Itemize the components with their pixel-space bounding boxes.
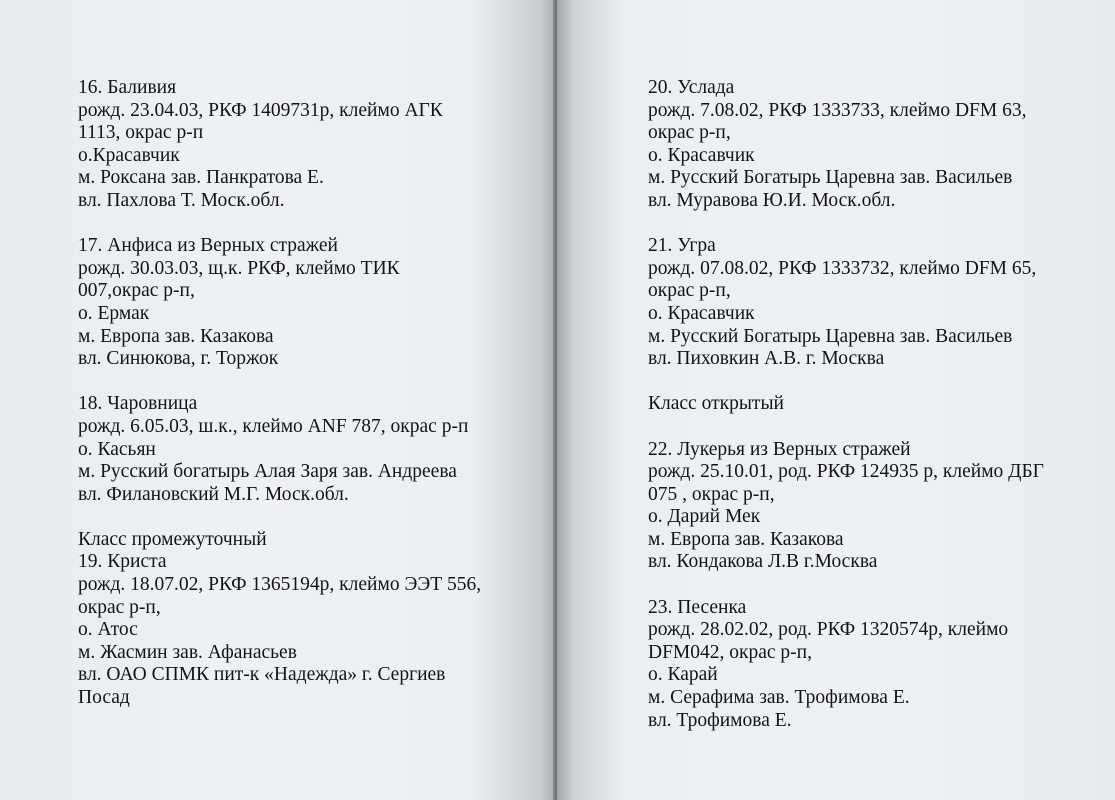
entry-title: 23. Песенка [648, 596, 747, 618]
entry-title: 20. Услада [648, 77, 735, 98]
entry-birth-line-cont: 075 , окрас р-п, [648, 483, 775, 505]
entry-birth-line-cont: окрас р-п, [78, 596, 161, 618]
catalog-entry-17 [78, 235, 557, 371]
entry-sire: о. Касьян [78, 438, 156, 460]
catalog-entry-22 [648, 439, 1115, 575]
right-page [557, 0, 1115, 800]
entry-sire: о. Дарий Мек [648, 506, 761, 528]
entry-birth-line-cont: DFM042, окрас р-п, [648, 641, 812, 663]
entry-dam-breeder: м. Русский Богатырь Царевна зав. Васильев [648, 167, 1013, 189]
entry-sire: о. Красавчик [648, 144, 755, 166]
entry-birth-line-cont: 007,окрас р-п, [78, 280, 195, 302]
entry-owner: вл. Трофимова Е. [648, 709, 792, 731]
entry-title: 21. Угра [648, 235, 716, 257]
entry-birth-line: рожд. 28.02.02, род. РКФ 1320574р, клеймо [648, 619, 1009, 641]
entry-birth-line: рожд. 18.07.02, РКФ 1365194р, клеймо ЭЭТ 556, [78, 574, 482, 596]
entry-birth-line: рожд. 30.03.03, щ.к. РКФ, клеймо ТИК [78, 257, 400, 279]
class-heading-open-section [648, 393, 1115, 416]
entry-title: 16. Баливия [78, 77, 177, 98]
entry-dam-breeder: м. Жасмин зав. Афанасьев [78, 641, 297, 663]
entry-owner: вл. Пахлова Т. Моск.обл. [78, 189, 285, 211]
catalog-entry-23 [648, 597, 1115, 733]
catalog-entry-21 [648, 235, 1115, 371]
entry-title: 19. Криста [78, 551, 167, 573]
entry-owner: вл. Филановский М.Г. Моск.обл. [78, 483, 349, 505]
class-heading-open: Класс открытый [648, 393, 784, 415]
entry-owner: вл. ОАО СПМК пит-к «Надежда» г. Сергиев [78, 664, 446, 686]
entry-dam-breeder: м. Европа зав. Казакова [78, 325, 274, 347]
catalog-entry-19 [78, 529, 557, 710]
entry-owner: вл. Муравова Ю.И. Моск.обл. [648, 189, 896, 211]
entry-dam-breeder: м. Европа зав. Казакова [648, 528, 844, 550]
entry-owner-cont: Посад [78, 687, 130, 709]
entry-sire: о. Атос [78, 619, 138, 641]
entry-owner: вл. Кондакова Л.В г.Москва [648, 551, 878, 573]
entry-dam-breeder: м. Серафима зав. Трофимова Е. [648, 687, 910, 709]
entry-birth-line: рожд. 7.08.02, РКФ 1333733, клеймо DFM 63, [648, 99, 1027, 121]
entry-owner: вл. Пиховкин А.В. г. Москва [648, 348, 885, 370]
entry-title: 17. Анфиса из Верных стражей [78, 235, 338, 257]
entry-title: 22. Лукерья из Верных стражей [648, 438, 911, 460]
entry-sire: о.Красавчик [78, 144, 180, 166]
entry-sire: о. Красавчик [648, 302, 755, 324]
entry-sire: о. Ермак [78, 302, 150, 324]
class-heading-intermediate: Класс промежуточный [78, 528, 267, 550]
entry-birth-line: рожд. 07.08.02, РКФ 1333732, клеймо DFM 65, [648, 257, 1037, 279]
entry-owner: вл. Синюкова, г. Торжок [78, 348, 279, 370]
entry-dam-breeder: м. Роксана зав. Панкратова Е. [78, 167, 324, 189]
catalog-entry-20 [648, 77, 1115, 213]
entry-birth-line: рожд. 23.04.03, РКФ 1409731р, клеймо АГК [78, 99, 443, 121]
entry-birth-line-cont: окрас р-п, [648, 280, 731, 302]
entry-birth-line-cont: окрас р-п, [648, 122, 731, 144]
entry-birth-line: рожд. 6.05.03, ш.к., клеймо ANF 787, окрас р-п [78, 415, 469, 437]
catalog-entry-18 [78, 393, 557, 506]
entry-birth-line-cont: 1113, окрас р-п [78, 122, 204, 144]
entry-sire: о. Карай [648, 664, 718, 686]
entry-birth-line: рожд. 25.10.01, род. РКФ 124935 р, клеймо ДБГ [648, 461, 1044, 483]
catalog-entry-16 [78, 77, 557, 213]
left-page [0, 0, 557, 800]
entry-title: 18. Чаровница [78, 393, 198, 415]
entry-dam-breeder: м. Русский богатырь Алая Заря зав. Андреева [78, 461, 457, 483]
entry-dam-breeder: м. Русский Богатырь Царевна зав. Васильев [648, 325, 1013, 347]
